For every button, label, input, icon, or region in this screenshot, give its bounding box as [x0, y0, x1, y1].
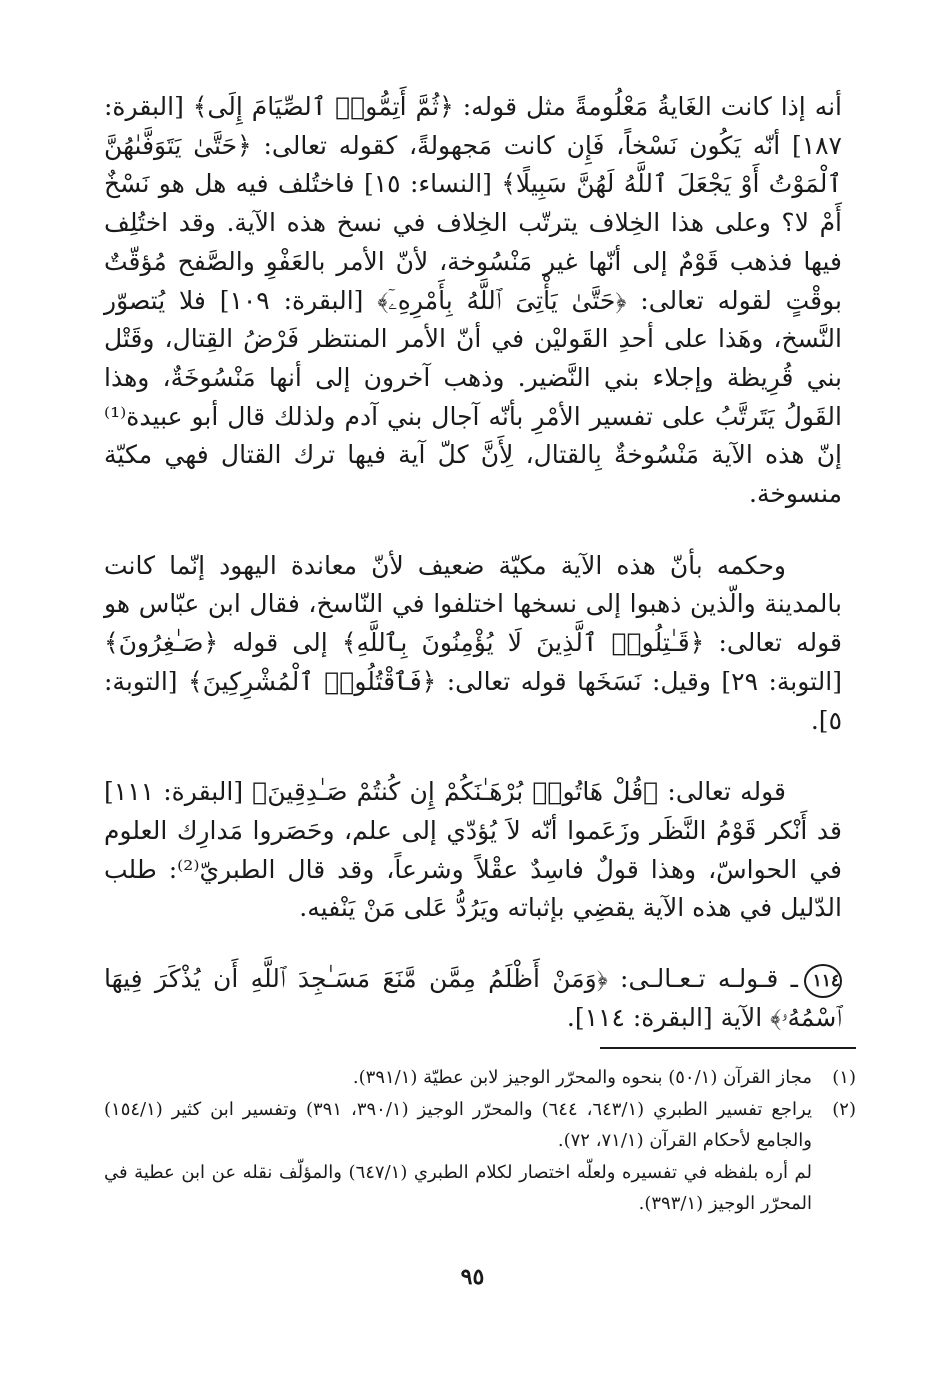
- page-number: ٩٥: [460, 1264, 485, 1290]
- footnote-text: لم أره بلفظه في تفسيره ولعلّه اختصار لكلام الطبري (٦٤٧/١) والمؤلّف نقله عن ابن عطية في المحرّر الوجيز (٣٩٣/١).: [104, 1162, 812, 1214]
- footnotes: [104, 1062, 856, 1220]
- paragraph-4-text: ـ قـولـه تـعـالـى: ﴿وَمَنْ أَظْلَمُ مِمَّن مَّنَعَ مَسَـٰجِدَ ٱللَّهِ أَن يُذْكَرَ فِيهَا ٱسْمُهُۥ﴾ الآية [البقرة: ١١٤].: [104, 964, 842, 1032]
- footnote-2: [104, 1094, 856, 1156]
- footnote-number: (١): [832, 1067, 856, 1088]
- footnote-text: مجاز القرآن (٥٠/١) بنحوه والمحرّر الوجيز لابن عطيّة (٣٩١/١).: [352, 1067, 812, 1088]
- main-text: [104, 88, 842, 1037]
- verse-number-medallion: ١١٤: [804, 964, 842, 998]
- paragraph-4: [104, 960, 842, 1037]
- paragraph-2-text: وحكمه بأنّ هذه الآية مكيّة ضعيف لأنّ معاندة اليهود إنّما كانت بالمدينة والّذين ذهبوا إلى نسخها اختلفوا في النّاسخ، فقال ابن عبّاس هو قوله تعالى: ﴿قَـٰتِلُوا۟ ٱلَّذِينَ لَا يُؤْمِنُونَ بِٱللَّهِ﴾ إلى قوله ﴿صَـٰغِرُونَ﴾ [التوبة: ٢٩] وقيل: نَسَخَها قوله تعالى: ﴿فَٱقْتُلُوا۟ ٱلْمُشْرِكِينَ﴾ [التوبة: ٥].: [104, 550, 842, 735]
- footnote-number: (٢): [832, 1099, 856, 1120]
- footnote-text: يراجع تفسير الطبري (٦٤٣/١، ٦٤٤) والمحرّر الوجيز (٣٩٠/١، ٣٩١) وتفسير ابن كثير (١٥٤/١) والجامع لأحكام القرآن (٧١/١، ٧٢).: [104, 1099, 812, 1151]
- paragraph-3-text: قوله تعالى: ﴿قُلْ هَاتُوا۟ بُرْهَـٰنَكُمْ إِن كُنتُمْ صَـٰدِقِينَ﴾ [البقرة: ١١١] قد أَنْكر قَوْمُ النَّظَر وزَعَموا أنّه لاَ يُؤدّي إلى علم، وحَصَروا مَدارِك العلوم في الحواسّ، وهذا قولٌ فاسِدٌ عقْلاً وشرعاً، وقد قال الطبريّ⁽²⁾: طلب الدّليل في هذه الآية يقضِي بإثباته ويَرُدُّ عَلى مَنْ يَنْفيه.: [104, 777, 843, 923]
- paragraph-2: [104, 547, 842, 741]
- footnote-1: [104, 1062, 856, 1093]
- footnote-separator: [600, 1047, 856, 1049]
- paragraph-1: أنه إذا كانت الغَايةُ مَعْلُومةً مثل قوله: ﴿ثُمَّ أَتِمُّوا۟ ٱلصِّيَامَ إِلَى﴾ [البقرة: ١٨٧] أنّه يَكُون نَسْخاً، فَإِن كانت مَجهولةً، كقوله تعالى: ﴿حَتَّىٰ يَتَوَفَّىٰهُنَّ ٱلْمَوْتُ أَوْ يَجْعَلَ ٱللَّهُ لَهُنَّ سَبِيلًا﴾ [النساء: ١٥] فاختُلف فيه هل هو نَسْخٌ أَمْ لا؟ وعلى هذا الخِلاف يترتّب الخِلاف في نسخ هذه الآية. وقد اختُلِف فيها فذهب قَوْمٌ إلى أنّها غير مَنْسُوخة، لأنّ الأمر بالعَفْوِ والصَّفح مُؤقّتٌ بوقْتٍ لقوله تعالى: ﴿حَتَّىٰ يَأْتِىَ ٱللَّهُ بِأَمْرِهِۦٓ﴾ [البقرة: ١٠٩] فلا يُتصوّر النَّسخ، وهَذا على أحدِ القَوليْن في أنّ الأمر المنتظر فَرْضُ القِتال، وقَتْل بني قُرِيظة وإجلاء بني النَّضير. وذهب آخرون إلى أنها مَنْسُوخَةٌ، وهذا القَولُ يَتَرتَّبُ على تفسير الأمْرِ بأنّه آجال بني آدم ولذلك قال أبو عبيدة⁽¹⁾ إنّ هذه الآية مَنْسُوخةٌ بِالقتال، لِأَنَّ كلّ آية فيها ترك القتال فهي مكيّة منسوخة.: [104, 92, 843, 509]
- paragraph-3: [104, 773, 842, 928]
- footnote-2-continuation: [104, 1157, 856, 1219]
